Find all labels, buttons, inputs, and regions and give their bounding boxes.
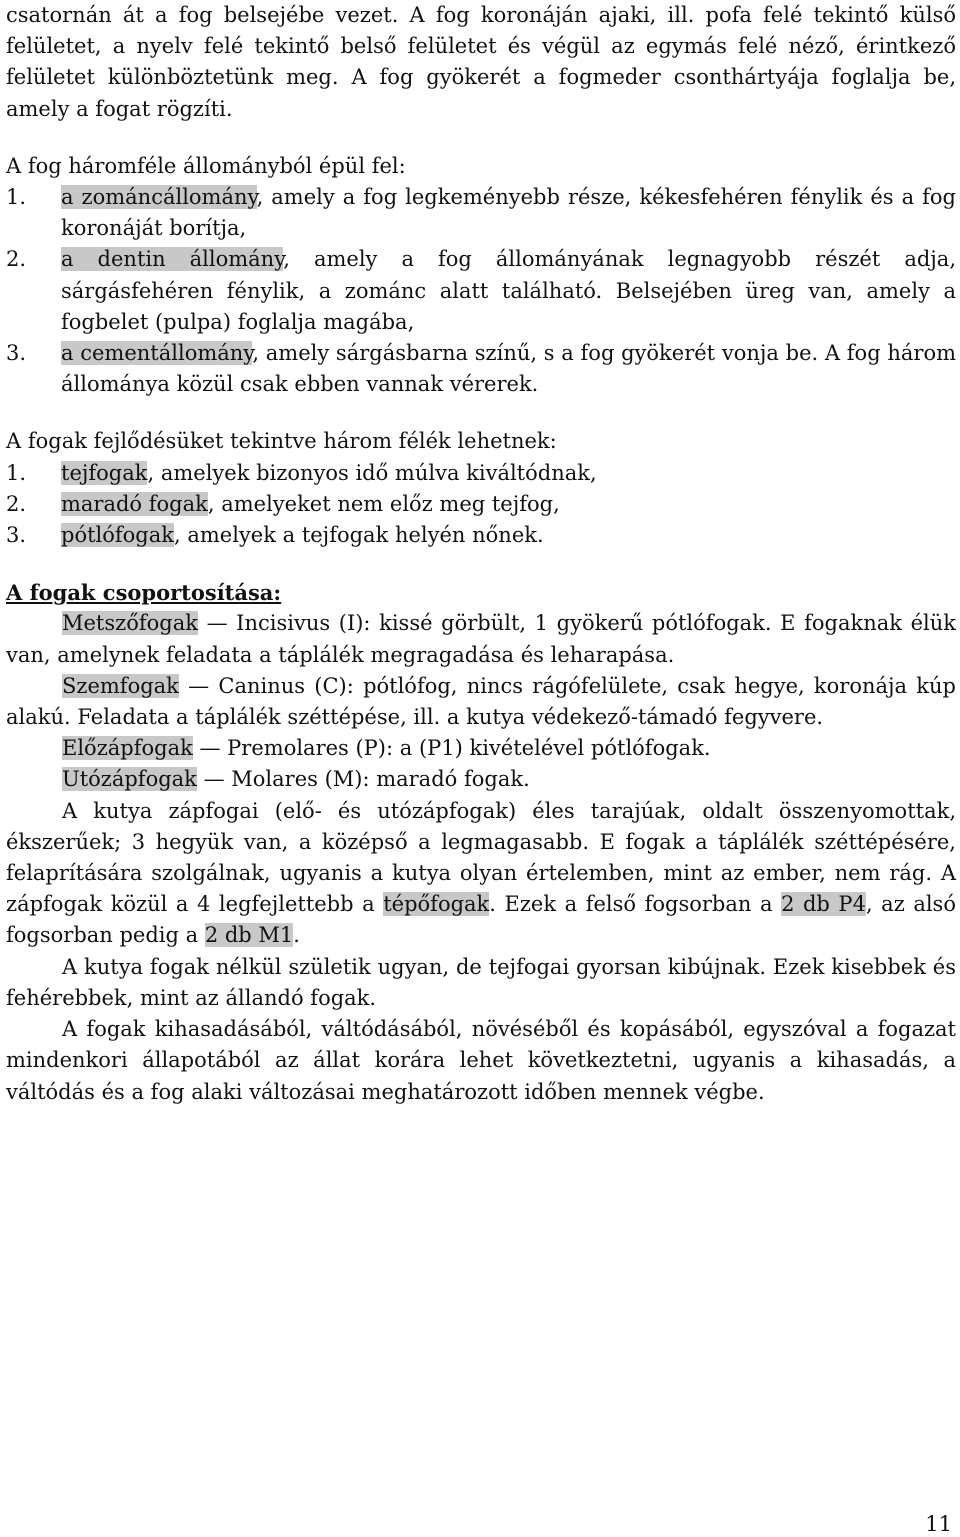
highlighted-term: tejfogak bbox=[61, 460, 148, 485]
list-text: , amely a fog legkeményebb része, kékesfehéren fénylik és a fog koronáját borítja, bbox=[61, 185, 956, 241]
list-item bbox=[6, 182, 956, 244]
highlighted-term: pótlófogak bbox=[61, 523, 174, 548]
list-number: 3. bbox=[6, 341, 27, 366]
highlighted-term: Szemfogak bbox=[62, 673, 179, 698]
list-text: , amelyeket nem előz meg tejfog, bbox=[207, 491, 560, 516]
highlighted-term: Előzápfogak bbox=[62, 736, 193, 761]
paragraph-text: A kutya zápfogai (elő- és utózápfogak) éles tarajúak, oldalt összenyomottak, ékszerűek; 3 hegyük van, a középső a legmagasabb. E fogak a táplálék széttépésére, felaprítására szolgálnak, ugyanis a kutya olyan értelemben, mint az ember, nem rág. A zápfogak közül a 4 legfejlettebb a bbox=[6, 798, 956, 917]
paragraph-text: , az alsó fogsorban pedig a bbox=[6, 892, 956, 948]
list-item bbox=[6, 244, 956, 338]
paragraph-text: — Incisivus (I): kissé görbült, 1 gyökerű pótlófogak. E fogaknak élük van, amelynek feladata a táplálék megragadása és leharapása. bbox=[6, 611, 956, 667]
paragraph-text: — Caninus (C): pótlófog, nincs rágófelülete, csak hegye, koronája kúp alakú. Feladata a táplálék széttépése, ill. a kutya védekező-támadó fegyvere. bbox=[6, 673, 956, 730]
list-text: , amely sárgásbarna színű, s a fog gyökerét vonja be. A fog három állománya közül csak ebben vannak vérerek. bbox=[61, 341, 956, 397]
page-number: 11 bbox=[925, 1512, 952, 1536]
paragraph-text: . Ezek a felső fogsorban a bbox=[489, 892, 782, 917]
list-number: 3. bbox=[6, 523, 27, 548]
list-item bbox=[6, 489, 956, 520]
paragraph-text: . bbox=[293, 923, 300, 948]
document-page bbox=[6, 0, 956, 1108]
highlighted-term: Metszőfogak bbox=[62, 611, 198, 636]
list-item bbox=[6, 520, 956, 551]
list-number: 2. bbox=[6, 247, 27, 272]
list-number: 2. bbox=[6, 491, 27, 516]
milk-teeth-paragraph: A kutya fogak nélkül születik ugyan, de tejfogai gyorsan kibújnak. Ezek kisebbek és fehérebbek, mint az állandó fogak. bbox=[6, 954, 956, 1010]
molars-paragraph bbox=[6, 764, 956, 795]
development-intro: A fogak fejlődésüket tekintve három félék lehetnek: bbox=[6, 429, 557, 454]
structure-intro: A fog háromféle állományból épül fel: bbox=[6, 153, 406, 178]
molar-teeth-paragraph bbox=[6, 796, 956, 952]
highlighted-term: a zománcállomány bbox=[61, 185, 257, 210]
list-number: 1. bbox=[6, 460, 27, 485]
canines-paragraph bbox=[6, 671, 956, 733]
highlighted-term: 2 db P4 bbox=[781, 892, 866, 917]
highlighted-term: maradó fogak bbox=[61, 491, 208, 516]
highlighted-term: a cementállomány bbox=[61, 341, 253, 366]
section-heading: A fogak csoportosítása: bbox=[6, 580, 282, 606]
list-item bbox=[6, 458, 956, 489]
premolars-paragraph bbox=[6, 733, 956, 764]
list-number: 1. bbox=[6, 185, 27, 210]
paragraph-text: — Molares (M): maradó fogak. bbox=[196, 767, 530, 792]
development-list bbox=[6, 458, 956, 552]
structure-list bbox=[6, 182, 956, 400]
highlighted-term: tépőfogak bbox=[383, 892, 490, 917]
age-estimation-paragraph: A fogak kihasadásából, váltódásából, növéséből és kopásából, egyszóval a fogazat mindenkori állapotából az állat korára lehet következtetni, ugyanis a kihasadás, a váltódás és a fog alaki változásai meghatározott időben mennek végbe. bbox=[6, 1017, 956, 1104]
incisors-paragraph bbox=[6, 608, 956, 670]
highlighted-term: 2 db M1 bbox=[204, 923, 294, 948]
paragraph-text: — Premolares (P): a (P1) kivételével pótlófogak. bbox=[192, 736, 711, 761]
list-item bbox=[6, 338, 956, 400]
highlighted-term: a dentin állomány bbox=[61, 247, 284, 272]
intro-paragraph: csatornán át a fog belsejébe vezet. A fog koronáján ajaki, ill. pofa felé tekintő külső felületet, a nyelv felé tekintő belső felületet és végül az egymás felé néző, érintkező felületet különböztetünk meg. A fog gyökerét a fogmeder csonthártyája foglalja be, amely a fogat rögzíti. bbox=[6, 3, 956, 121]
list-text: , amelyek bizonyos idő múlva kiváltódnak, bbox=[147, 460, 597, 485]
list-text: , amelyek a tejfogak helyén nőnek. bbox=[174, 523, 544, 548]
list-text: , amely a fog állományának legnagyobb részét adja, sárgásfehéren fénylik, a zománc alatt található. Belsejében üreg van, amely a fogbelet (pulpa) foglalja magába, bbox=[61, 247, 956, 334]
highlighted-term: Utózápfogak bbox=[62, 767, 197, 792]
